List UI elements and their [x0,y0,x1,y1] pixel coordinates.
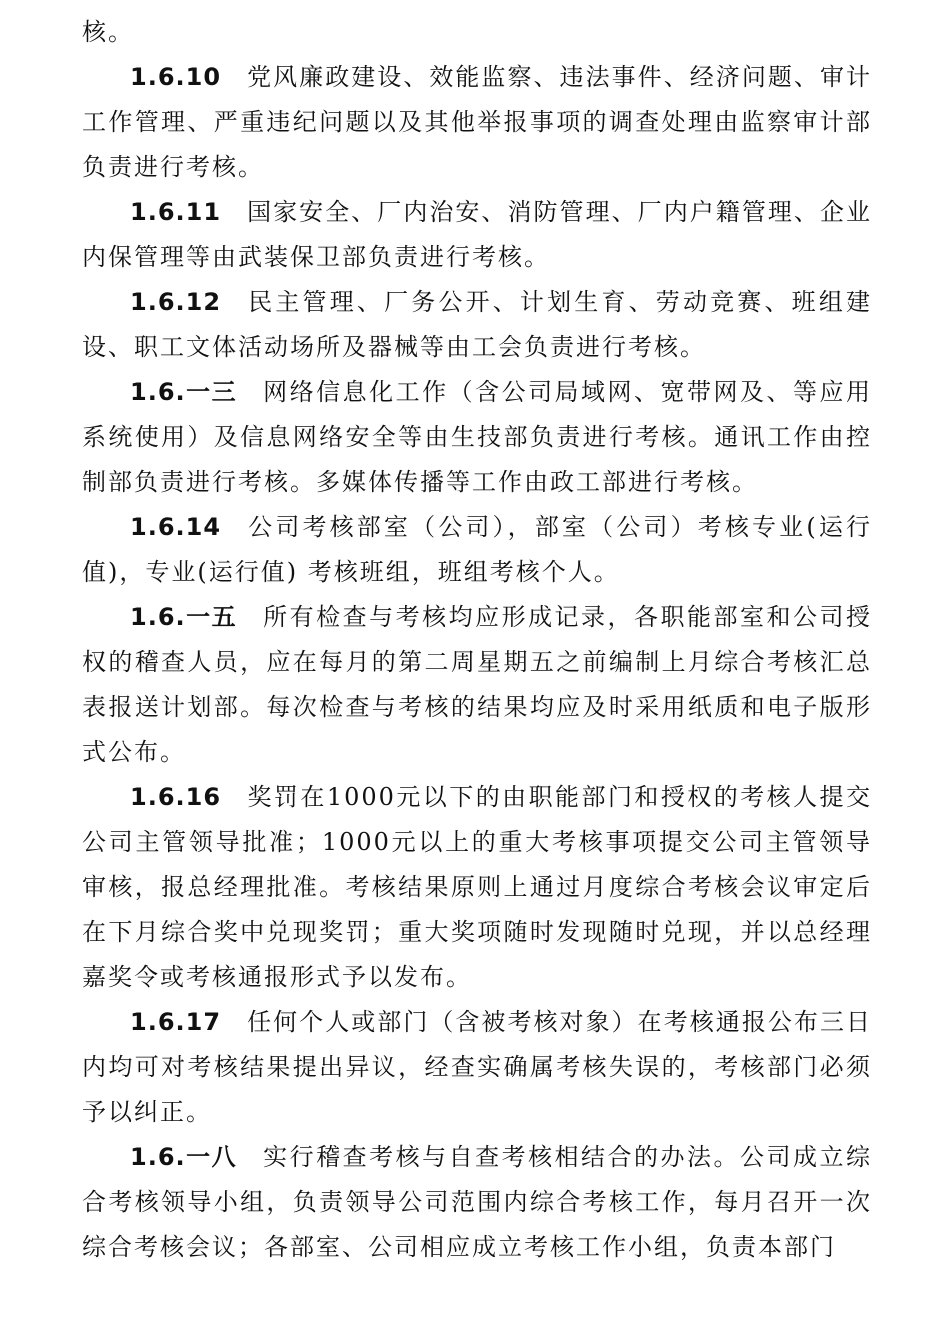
paragraph-continuation [82,10,872,55]
clause-number: 1.6.12 [130,288,222,316]
paragraph-text: 网络信息化工作（含公司局域网、宽带网及、等应用系统使用）及信息网络安全等由生技部负责进行考核。通讯工作由控制部负责进行考核。多媒体传播等工作由政工部进行考核。 [82,378,872,496]
clause-number: 1.6.16 [130,783,222,811]
clause-number: 1.6.11 [130,198,222,226]
paragraph-text: 核。 [82,18,134,46]
clause-number: 1.6.14 [130,513,222,541]
clause-number: 1.6.10 [130,63,222,91]
paragraph-1-6-12 [82,280,872,370]
clause-number: 1.6.一八 [130,1143,238,1171]
paragraph-text: 奖罚在1000元以下的由职能部门和授权的考核人提交公司主管领导批准；1000元以上的重大考核事项提交公司主管领导审核，报总经理批准。考核结果原则上通过月度综合考核会议审定后在下月综合奖中兑现奖罚；重大奖项随时发现随时兑现，并以总经理嘉奖令或考核通报形式予以发布。 [82,783,872,991]
paragraph-text: 民主管理、厂务公开、计划生育、劳动竞赛、班组建设、职工文体活动场所及器械等由工会负责进行考核。 [82,288,872,361]
paragraph-1-6-10 [82,55,872,190]
paragraph-1-6-18 [82,1135,872,1270]
paragraph-text: 公司考核部室（公司），部室（公司）考核专业(运行值)，专业(运行值) 考核班组，班组考核个人。 [82,513,872,586]
paragraph-text: 所有检查与考核均应形成记录，各职能部室和公司授权的稽查人员，应在每月的第二周星期五之前编制上月综合考核汇总表报送计划部。每次检查与考核的结果均应及时采用纸质和电子版形式公布。 [82,603,872,766]
paragraph-text: 任何个人或部门（含被考核对象）在考核通报公布三日内均可对考核结果提出异议，经查实确属考核失误的，考核部门必须予以纠正。 [82,1008,872,1126]
clause-number: 1.6.一五 [130,603,238,631]
paragraph-1-6-17 [82,1000,872,1135]
paragraph-1-6-11 [82,190,872,280]
document-page [82,10,872,1270]
clause-number: 1.6.一三 [130,378,238,406]
paragraph-1-6-16 [82,775,872,1000]
paragraph-text: 国家安全、厂内治安、消防管理、厂内户籍管理、企业内保管理等由武装保卫部负责进行考核。 [82,198,872,271]
paragraph-1-6-13 [82,370,872,505]
clause-number: 1.6.17 [130,1008,222,1036]
paragraph-text: 党风廉政建设、效能监察、违法事件、经济问题、审计工作管理、严重违纪问题以及其他举报事项的调查处理由监察审计部负责进行考核。 [82,63,872,181]
paragraph-1-6-14 [82,505,872,595]
paragraph-text: 实行稽查考核与自查考核相结合的办法。公司成立综合考核领导小组，负责领导公司范围内综合考核工作，每月召开一次综合考核会议；各部室、公司相应成立考核工作小组，负责本部门 [82,1143,872,1261]
paragraph-1-6-15 [82,595,872,775]
